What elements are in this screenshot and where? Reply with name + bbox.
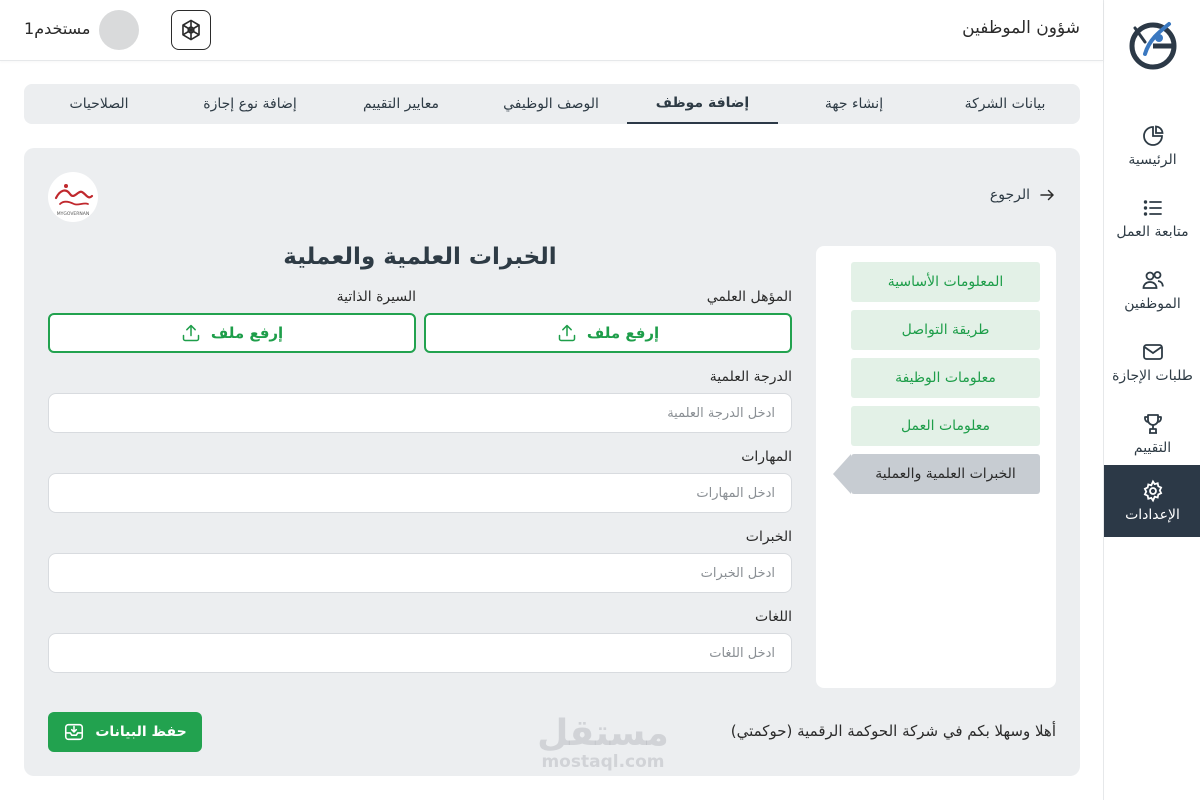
upload-cv-button[interactable] [48, 313, 416, 353]
sidebar-item-evaluation[interactable] [1104, 398, 1200, 470]
sidebar-item-label: طلبات الإجازة [1112, 368, 1193, 384]
tab-create-entity[interactable]: إنشاء جهة [824, 96, 884, 112]
upload-label: إرفع ملف [586, 324, 660, 342]
company-logo [48, 172, 98, 222]
page-title: شؤون الموظفين [962, 18, 1080, 38]
sidebar-item-home[interactable] [1104, 110, 1200, 182]
cv-label: السيرة الذاتية [336, 289, 416, 305]
watermark-ar: مستقل [537, 713, 669, 754]
back-label: الرجوع [989, 187, 1030, 203]
languages-label: اللغات [755, 609, 792, 625]
sidebar-item-label: الموظفين [1124, 296, 1181, 312]
employee-form-card [24, 148, 1080, 776]
sidebar-item-label: الرئيسية [1128, 152, 1177, 168]
welcome-message: أهلا وسهلا بكم في شركة الحوكمة الرقمية (حوكمتي) [730, 722, 1056, 740]
form-title: الخبرات العلمية والعملية [283, 244, 557, 270]
ai-assistant-button[interactable] [171, 10, 211, 50]
sidebar-item-label: التقييم [1133, 440, 1172, 456]
upload-icon [557, 323, 577, 343]
tab-add-employee[interactable]: إضافة موظف [627, 84, 778, 124]
form-steps-panel [816, 246, 1056, 688]
step-work-info[interactable]: معلومات العمل [851, 406, 1040, 446]
sidebar-item-leave-requests[interactable] [1104, 326, 1200, 398]
back-link[interactable] [990, 186, 1056, 204]
tab-job-description[interactable]: الوصف الوظيفي [503, 96, 599, 112]
qualification-label: المؤهل العلمي [706, 289, 792, 305]
top-bar [0, 0, 1103, 61]
watermark [528, 713, 678, 772]
tab-add-leave-type[interactable]: إضافة نوع إجازة [203, 96, 297, 112]
trophy-icon [1141, 412, 1165, 436]
sidebar-item-work-tracking[interactable] [1104, 182, 1200, 254]
settings-tabs [24, 84, 1080, 124]
app-logo-icon[interactable] [1125, 16, 1181, 72]
company-logo-subtext: MYGOVERNAN [56, 212, 90, 217]
avatar[interactable] [99, 10, 139, 50]
inbox-download-icon [63, 721, 85, 743]
mail-icon [1141, 340, 1165, 364]
user-name[interactable]: مستخدم1 [24, 19, 91, 38]
step-basic-info[interactable]: المعلومات الأساسية [851, 262, 1040, 302]
tab-permissions[interactable]: الصلاحيات [69, 96, 129, 112]
sidebar-item-label: متابعة العمل [1116, 224, 1189, 240]
save-button[interactable] [48, 712, 202, 752]
step-contact-method[interactable]: طريقة التواصل [851, 310, 1040, 350]
experience-label: الخبرات [745, 529, 792, 545]
watermark-en: mostaql.com [541, 752, 665, 772]
upload-icon [181, 323, 201, 343]
sidebar [1103, 0, 1200, 800]
openai-icon [178, 17, 204, 43]
skills-label: المهارات [741, 449, 792, 465]
sidebar-item-settings[interactable] [1104, 465, 1200, 537]
sidebar-item-employees[interactable] [1104, 254, 1200, 326]
users-icon [1141, 268, 1165, 292]
upload-qualification-button[interactable] [424, 313, 792, 353]
sidebar-item-label: الإعدادات [1125, 507, 1180, 523]
languages-input[interactable] [48, 633, 792, 673]
tab-company-data[interactable]: بيانات الشركة [964, 96, 1046, 112]
step-job-info[interactable]: معلومات الوظيفة [851, 358, 1040, 398]
experience-input[interactable] [48, 553, 792, 593]
upload-label: إرفع ملف [210, 324, 284, 342]
step-experience[interactable]: الخبرات العلمية والعملية [851, 454, 1040, 494]
degree-input[interactable] [48, 393, 792, 433]
save-label: حفظ البيانات [95, 724, 187, 740]
degree-label: الدرجة العلمية [709, 369, 792, 385]
list-icon [1141, 196, 1165, 220]
tab-evaluation-criteria[interactable]: معايير التقييم [362, 96, 440, 112]
skills-input[interactable] [48, 473, 792, 513]
pie-chart-icon [1141, 124, 1165, 148]
arrow-right-icon [1038, 186, 1056, 204]
gear-icon [1141, 479, 1165, 503]
